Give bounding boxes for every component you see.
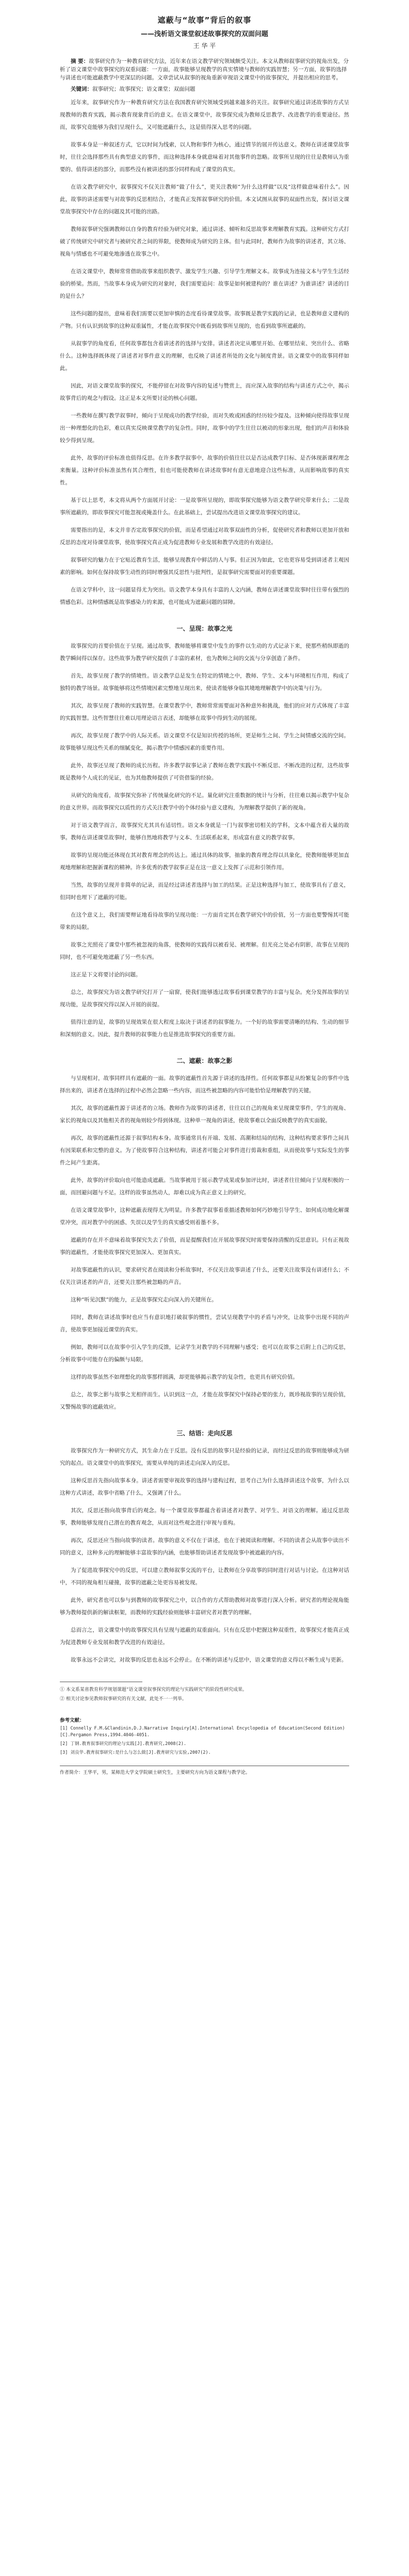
- body-paragraph: 这种反思首先指向故事本身。讲述者需要审视故事的选择与建构过程，思考自己为什么选择讲述这个故事，为什么以这种方式讲述，故事中省略了什么，又强调了什么。: [60, 1478, 349, 1496]
- body-paragraph: 此外，研究者也可以参与到教师的故事探究之中，以合作的方式帮助教师对故事进行深入分析。研究者的理论视角能够为教师提供新的解读框架，而教师的实践经验则能够丰富研究者对教学的理解。: [60, 1597, 349, 1616]
- body-paragraph: 因此，对语文课堂故事的探究，不能停留在对故事内容的复述与赞赏上，而应深入故事的结构与讲述方式之中，揭示故事背后的观念与假设。这正是本文所要讨论的核心问题。: [60, 383, 349, 401]
- body-paragraph: 与呈现相对，故事同样具有遮蔽的一面。故事的遮蔽性首先源于讲述的选择性。任何故事都是从纷繁复杂的事件中选择出来的，讲述者在选择的过程中必然会忽略一些内容，而这些被忽略的内容可能恰恰是理解教学的关键。: [60, 1075, 349, 1094]
- body-paragraph: 对故事遮蔽性的认识，要求研究者在阅读和分析故事时，不仅关注故事讲述了什么，还要关注故事没有讲述什么；不仅关注讲述者的声音，还要关注那些被忽略的声音。: [60, 1267, 349, 1285]
- body-paragraph: 首先，故事呈现了教学的情境性。语文教学总是发生在特定的情境之中，教师、学生、文本与环境相互作用，构成了独特的教学场景。故事能够将这些情境因素完整地呈现出来，使读者能够身临其境地理解教学中的决策与行为。: [60, 673, 349, 691]
- body-paragraph: 此外，故事的评价标准也值得反思。在许多教学叙事中，故事的价值往往以是否达成教学目标、是否体现新课程理念来衡量。这种评价标准虽然有其合理性，但也可能使教师在讲述故事时有意无意地迎合这些标准，从而影响故事的真实性。: [60, 455, 349, 486]
- abstract-label: 摘 要：: [71, 58, 89, 64]
- section: [60, 1429, 349, 1666]
- body-paragraph: 同时，教师在讲述故事时也应当有意识地打破叙事的惯性，尝试呈现教学中的矛盾与冲突，让故事中出现不同的声音，使故事更加接近课堂的真实。: [60, 1314, 349, 1333]
- section-heading: 一、呈现：故事之光: [176, 625, 233, 632]
- body-paragraph: 这正是下文将要讨论的问题。: [71, 972, 141, 978]
- body-paragraph: 当然，故事的呈现并非简单的记录，而是经过讲述者选择与加工的结果。正是这种选择与加工，使故事具有了意义，但同时也埋下了遮蔽的可能。: [60, 882, 349, 901]
- references-list: [60, 1725, 349, 1756]
- body-paragraph: 在语文课堂故事中，这种遮蔽表现得尤为明显。许多教学叙事着重描述教师如何巧妙地引导学生、如何成功地化解课堂冲突，而对教学中的困惑、失误以及学生的真实感受则着墨不多。: [60, 1207, 349, 1226]
- body-paragraph: 其次，反思还指向故事背后的观念。每一个课堂故事都蕴含着讲述者对教学、对学生、对语文的理解。通过反思故事，教师能够发现自己潜在的教育观念，从而对这些观念进行审视与重构。: [60, 1507, 349, 1526]
- body-paragraph: 遮蔽的存在并不意味着故事探究失去了价值，而是提醒我们在开展故事探究时需要保持清醒的反思意识。只有正视故事的遮蔽性，才能使故事探究更加深入、更加真实。: [60, 1237, 349, 1256]
- body-paragraph: 其次，故事的遮蔽性源于讲述者的立场。教师作为故事的讲述者，往往以自己的视角来呈现课堂事件，学生的视角、家长的视角以及其他相关者的视角则较少得到体现。这种单一视角的讲述，使故事难以全面反映教学的真实面貌。: [60, 1105, 349, 1124]
- paper-author: 王 华 平: [193, 42, 216, 49]
- body-paragraph: 故事本身是一种叙述方式，它以时间为线索，以人物和事件为核心，通过情节的展开传达意义。教师在讲述课堂故事时，往往会选择那些具有典型意义的事件，而这种选择本身就意味着对其他事件的忽略。故事所呈现的往往是教师认为重要的、值得讲述的部分，而那些没有被讲述的部分同样构成了课堂的真实。: [60, 142, 349, 173]
- section: [60, 1056, 349, 1413]
- body-paragraph: 基于以上思考，本文将从两个方面展开讨论：一是故事所呈现的，即故事探究能够为语文教学研究带来什么；二是故事所遮蔽的，即故事探究可能忽视或掩盖什么。在此基础上，尝试提出改进语文课堂故事探究的建议。: [60, 497, 349, 516]
- body-paragraph: 总而言之，语文课堂中的故事探究具有呈现与遮蔽的双重面向。只有在反思中把握这种双重性，故事探究才能真正成为促进教师专业发展和教学改进的有效途径。: [60, 1627, 349, 1646]
- body-paragraph: 故事探究的首要价值在于呈现。通过故事，教师能够将课堂中发生的事件以生动的方式记录下来，使那些稍纵即逝的教学瞬间得以保存。这些故事为教学研究提供了丰富的素材，也为教师之间的交流与分享创造了条件。: [60, 643, 349, 662]
- section: [60, 624, 349, 1041]
- body-paragraph: 此外，故事的评价取向也可能造成遮蔽。当故事被用于展示教学成果或参加评比时，讲述者往往倾向于呈现积极的一面，而回避问题与不足。这样的故事虽然动人，却难以成为真正意义上的研究。: [60, 1177, 349, 1196]
- references-title: 参考文献：: [60, 1718, 85, 1723]
- body-paragraph: 这样的故事虽然不如理想化的故事那样圆满，却更能够揭示教学的复杂性，也更具有研究价值。: [71, 1374, 298, 1380]
- body-paragraph: 再次，反思还应当指向故事的读者。故事的意义不仅在于讲述，也在于被阅读和理解。不同的读者会从故事中读出不同的意义，这种多元的理解能够丰富故事的内涵，也能够帮助讲述者发现故事中被遮蔽的内容。: [60, 1537, 349, 1556]
- abstract-text: 故事研究作为一种教育研究方法，近年来在语文教学研究领域颇受关注。本文从教师叙事研究的视角出发，分析了语文课堂中故事探究的双重问题：一方面，故事能够呈现教学的真实情境与教师的实践智慧；另一方面，故事的选择与讲述也可能遮蔽教学中更深层的问题。文章尝试从叙事的视角重新审视语文课堂中的故事探究，并提出相应的思考。: [60, 58, 349, 81]
- body-paragraph: 例如，教师可以在故事中引入学生的反馈，记录学生对教学的不同理解与感受；也可以在故事之后附上自己的反思，分析故事中可能存在的偏颇与局限。: [60, 1344, 349, 1363]
- body-paragraph: 故事之光照亮了课堂中那些被忽视的角落，使教师的实践得以被看见、被理解。但光亮之处必有阴影，故事在呈现的同时，也不可避免地遮蔽了另一些东西。: [60, 942, 349, 960]
- body-paragraph: 故事永远不会讲完，对故事的反思也永远不会停止。在不断的讲述与反思中，语文课堂的意义得以不断生成与更新。: [71, 1657, 347, 1663]
- keywords: [60, 85, 349, 93]
- abstract: [60, 57, 349, 82]
- body-paragraph: 故事探究作为一种研究方式，其生命力在于反思。没有反思的故事只是经验的记录，而经过反思的故事则能够成为研究的起点。语文课堂中的故事探究，需要从单纯的讲述走向深入的反思。: [60, 1448, 349, 1466]
- body-paragraph: 需要指出的是，本文并非否定故事探究的价值，而是希望通过对故事双面性的分析，促使研究者和教师以更加开放和反思的态度对待课堂故事，使故事探究真正成为促进教师专业发展和教学改进的有效途径。: [60, 527, 349, 546]
- body-paragraph: 在这个意义上，我们需要辩证地看待故事的呈现功能：一方面肯定其在教学研究中的价值，另一方面也要警惕其可能带来的局限。: [60, 912, 349, 930]
- section-heading: 三、结语：走向反思: [176, 1430, 233, 1437]
- footnote: ② 相关讨论参见教师叙事研究的有关文献，此处不一一列举。: [60, 1697, 187, 1702]
- body-paragraph: 从叙事学的角度看，任何故事都包含着讲述者的选择与安排。讲述者决定从哪里开始、在哪里结束、突出什么、省略什么。这种选择既体现了讲述者对事件意义的理解，也反映了讲述者所处的文化与制度背景。语文课堂中的故事同样如此。: [60, 341, 349, 371]
- body-paragraph: 从研究的角度看，故事探究弥补了传统量化研究的不足。量化研究注重数据的统计与分析，往往难以揭示教学中复杂的意义世界。而故事探究以质性的方式关注教学中的个体经验与意义建构，为理解教学提供了新的视角。: [60, 792, 349, 811]
- body-paragraph: 一些教师在撰写教学叙事时，倾向于呈现成功的教学经验，而对失败或困惑的经历较少提及。这种倾向使得故事呈现出一种理想化的色彩，难以真实反映课堂教学的复杂性。同时，故事中的学生往往以被动的形象出现，他们的声音和体验较少得到呈现。: [60, 413, 349, 444]
- body-paragraph: 在语文学科中，这一问题显得尤为突出。语文教学本身具有丰富的人文内涵，教师在讲述课堂故事时往往带有强烈的情感色彩。这种情感既是故事感染力的来源，也可能成为遮蔽问题的屏障。: [60, 587, 349, 605]
- author-bio: 作者简介：王华平，男，某师范大学文学院硕士研究生，主要研究方向为语文课程与教学论。: [60, 1766, 349, 1776]
- body-paragraph: 其次，故事呈现了教师的实践智慧。在课堂教学中，教师常常需要面对各种意外和挑战，他们的应对方式体现了丰富的实践智慧。这些智慧往往难以用理论语言表述，却能够在故事中得到生动的展现。: [60, 703, 349, 721]
- footnote: ① 本文系某省教育科学规划课题“语文课堂叙事探究的理论与实践研究”的阶段性研究成果。: [60, 1687, 248, 1692]
- body-paragraph: 对于语文教学而言，故事探究尤其具有适切性。语文本身就是一门与叙事密切相关的学科，文本中蕴含着大量的故事。教师在讲述课堂故事时，能够自然地将教学与文本、生活联系起来，形成富有意义的教学叙事。: [60, 822, 349, 841]
- body-paragraph: 此外，故事还呈现了教师的成长历程。许多教学叙事记录了教师在教学实践中不断反思、不断改进的过程，这些故事既是教师个人成长的见证，也为其他教师提供了可资借鉴的经验。: [60, 762, 349, 781]
- introduction: [60, 96, 349, 608]
- body-paragraph: 这种“听见沉默”的能力，正是故事探究走向深入的关键所在。: [71, 1297, 217, 1303]
- paper-subtitle: ——浅析语文课堂叙述故事探究的双面问题: [140, 30, 268, 38]
- paper-title: 遮蔽与“故事”背后的叙事: [157, 15, 252, 25]
- body-paragraph: 再次，故事呈现了教学中的人际关系。语文课堂不仅是知识传授的场所，更是师生之间、学生之间情感交流的空间。故事能够呈现这些关系的细腻变化，揭示教学中情感因素的重要作用。: [60, 733, 349, 751]
- reference-item: [2] 丁钢.教育叙事研究的理论与实践[J].教育研究,2008(2).: [60, 1741, 187, 1747]
- body-paragraph: 近年来，叙事研究作为一种教育研究方法在我国教育研究领域受到越来越多的关注。叙事研究通过讲述故事的方式呈现教师的教育实践，揭示教育现象背后的意义。在语文课堂中，故事探究成为教师反思教学、改进教学的重要途径。然而，故事究竟能够为我们呈现什么，又可能遮蔽什么，这是值得深入思考的问题。: [60, 99, 349, 130]
- body-paragraph: 为了促进故事探究中的反思，可以建立教师叙事交流的平台，让教师在分享故事的同时进行对话与讨论。在这种对话中，不同的视角相互碰撞，故事的遮蔽之处更容易被发现。: [60, 1567, 349, 1586]
- body-sections: [60, 624, 349, 1666]
- body-paragraph: 教师叙事研究强调教师以自身的教育经验为研究对象，通过讲述、倾听和反思故事来理解教育实践。这种研究方式打破了传统研究中研究者与被研究者之间的界限，使教师成为研究的主体。但与此同时，教师作为故事的讲述者，其立场、视角与情感也不可避免地渗透在故事之中。: [60, 226, 349, 257]
- body-paragraph: 故事的呈现功能还体现在其对教育理念的传达上。通过具体的故事，抽象的教育理念得以具象化，使教师能够更加直观地理解和把握新课程的精神。许多优秀的教学叙事正是在这一意义上发挥了示范和引领作用。: [60, 852, 349, 871]
- keywords-text: 叙事研究；故事探究；语文课堂；双面问题: [92, 86, 195, 92]
- body-paragraph: 再次，故事的遮蔽性还源于叙事结构本身。故事通常具有开端、发展、高潮和结局的结构，这种结构要求事件之间具有因果联系和完整的意义。为了使故事符合这种结构，讲述者可能会对事件进行剪裁和重组，从而使故事与实际发生的事件之间产生距离。: [60, 1135, 349, 1166]
- reference-item: [1] Connelly F.M.&Clandinin,D.J.Narrative Inquiry[A].International Encyclopedia of Education(Second Edition)[C].Pergamon Press,1994.4046-4051.: [60, 1726, 345, 1738]
- body-paragraph: 在语文教学研究中，叙事探究不仅关注教师“做了什么”，更关注教师“为什么这样做”以及“这样做意味着什么”。因此，故事的讲述需要与对故事的反思相结合，才能真正发挥叙事研究的价值。本文试图从叙事的双面性出发，探讨语文课堂故事探究中存在的问题及其可能的出路。: [60, 184, 349, 215]
- body-paragraph: 总之，故事之影与故事之光相伴而生。认识到这一点，才能在故事探究中保持必要的张力，既珍视故事的呈现价值，又警惕故事的遮蔽效应。: [60, 1392, 349, 1410]
- reference-item: [3] 刘良华.教育叙事研究:是什么与怎么做[J].教育研究与实验,2007(2).: [60, 1750, 211, 1755]
- body-paragraph: 值得注意的是，故事的呈现效果在很大程度上取决于讲述者的叙事能力。一个好的故事需要清晰的结构、生动的细节和深刻的意义。因此，提升教师的叙事能力也是推进故事探究的重要方面。: [60, 1019, 349, 1038]
- section-heading: 二、遮蔽：故事之影: [176, 1057, 233, 1064]
- footnotes: [60, 1686, 349, 1703]
- body-paragraph: 在语文课堂中，教师常常借助故事来组织教学、激发学生兴趣、引导学生理解文本。故事成为连接文本与学生生活经验的桥梁。然而，当故事本身成为研究的对象时，我们需要追问：故事是如何被建构的？谁在讲述？为谁讲述？讲述的目的是什么？: [60, 268, 349, 299]
- body-paragraph: 这些问题的提出，意味着我们需要以更加审慎的态度看待课堂故事。故事既是教学实践的记录，也是教师意义建构的产物。只有认识到故事的这种双重属性，才能在故事探究中既看到故事所呈现的，也看到故事所遮蔽的。: [60, 311, 349, 329]
- body-paragraph: 叙事研究的魅力在于它贴近教育生活，能够呈现教育中鲜活的人与事。但正因为如此，它也更容易受到讲述者主观因素的影响。如何在保持故事生动性的同时增强其反思性与批判性，是叙事研究需要面对的重要课题。: [60, 557, 349, 575]
- keywords-label: 关键词：: [71, 86, 92, 92]
- body-paragraph: 总之，故事探究为语文教学研究打开了一扇窗，使我们能够透过故事看到课堂教学的丰富与复杂。充分发挥故事的呈现功能，是故事探究得以深入开展的前提。: [60, 989, 349, 1008]
